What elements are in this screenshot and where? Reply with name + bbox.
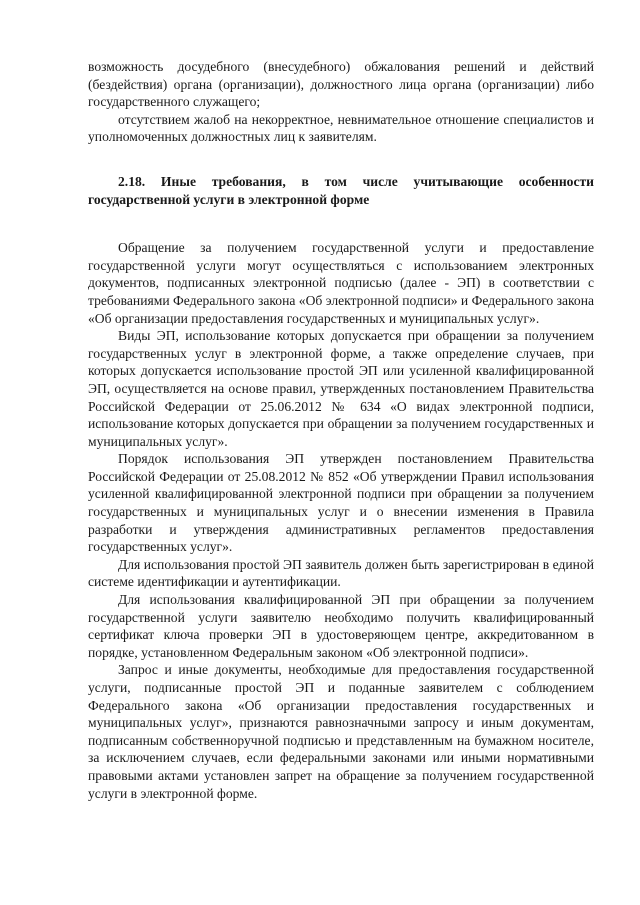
section-heading: 2.18. Иные требования, в том числе учитывающие особенности государственной услуги в электронной форме (88, 173, 594, 207)
paragraph-equivalence: Запрос и иные документы, необходимые для предоставления государственной услуги, подписанные простой ЭП и поданные заявителем с соблюдением Федерального закона «Об организации предоставления государственных и муниципальных услуг», признаются равнозначными запросу и иным документам, подписанным собственноручной подписью и представленным на бумажном носителе, за исключением случаев, если федеральными законами или иными нормативными правовыми актами установлен запрет на обращение за получением государственной услуги в электронной форме. (88, 662, 594, 801)
paragraph-signature-types: Виды ЭП, использование которых допускается при обращении за получением государственных услуг в электронной форме, а также определение случаев, при которых допускается использование простой ЭП или усиленной квалифицированной ЭП, осуществляется на основе правил, утвержденных постановлением Правительства Российской Федерации от 25.06.2012 № 634 «О видах электронной подписи, использование которых допускается при обращении за получением государственных и муниципальных услуг». (88, 328, 594, 449)
paragraph-qualified-signature: Для использования квалифицированной ЭП при обращении за получением государственной услуги заявителю необходимо получить квалифицированный сертификат ключа проверки ЭП в удостоверяющем центре, аккредитованном в порядке, установленном Федеральным законом «Об электронной подписи». (88, 592, 594, 660)
paragraph-signature-procedure: Порядок использования ЭП утвержден постановлением Правительства Российской Федерации от 25.08.2012 № 852 «Об утверждении Правил использования усиленной квалифицированной электронной подписи при обращении за получением государственных и муниципальных услуг и о внесении изменения в Правила разработки и утверждения административных регламентов предоставления государственных услуг». (88, 451, 594, 555)
document-page (88, 58, 594, 802)
paragraph-electronic-documents: Обращение за получением государственной услуги и предоставление государственной услуги могут осуществляться с использованием электронных документов, подписанных электронной подписью (далее - ЭП) в соответствии с требованиями Федерального закона «Об электронной подписи» и Федерального закона «Об организации предоставления государственных и муниципальных услуг». (88, 240, 595, 326)
intro-paragraph-2: отсутствием жалоб на некорректное, невнимательное отношение специалистов и уполномоченных должностных лиц к заявителям. (88, 111, 594, 145)
intro-paragraph-1: возможность досудебного (внесудебного) обжалования решений и действий (бездействия) органа (организации), должностного лица органа (организации) либо государственного служащего; (88, 59, 594, 110)
paragraph-simple-signature: Для использования простой ЭП заявитель должен быть зарегистрирован в единой системе идентификации и аутентификации. (88, 556, 594, 590)
